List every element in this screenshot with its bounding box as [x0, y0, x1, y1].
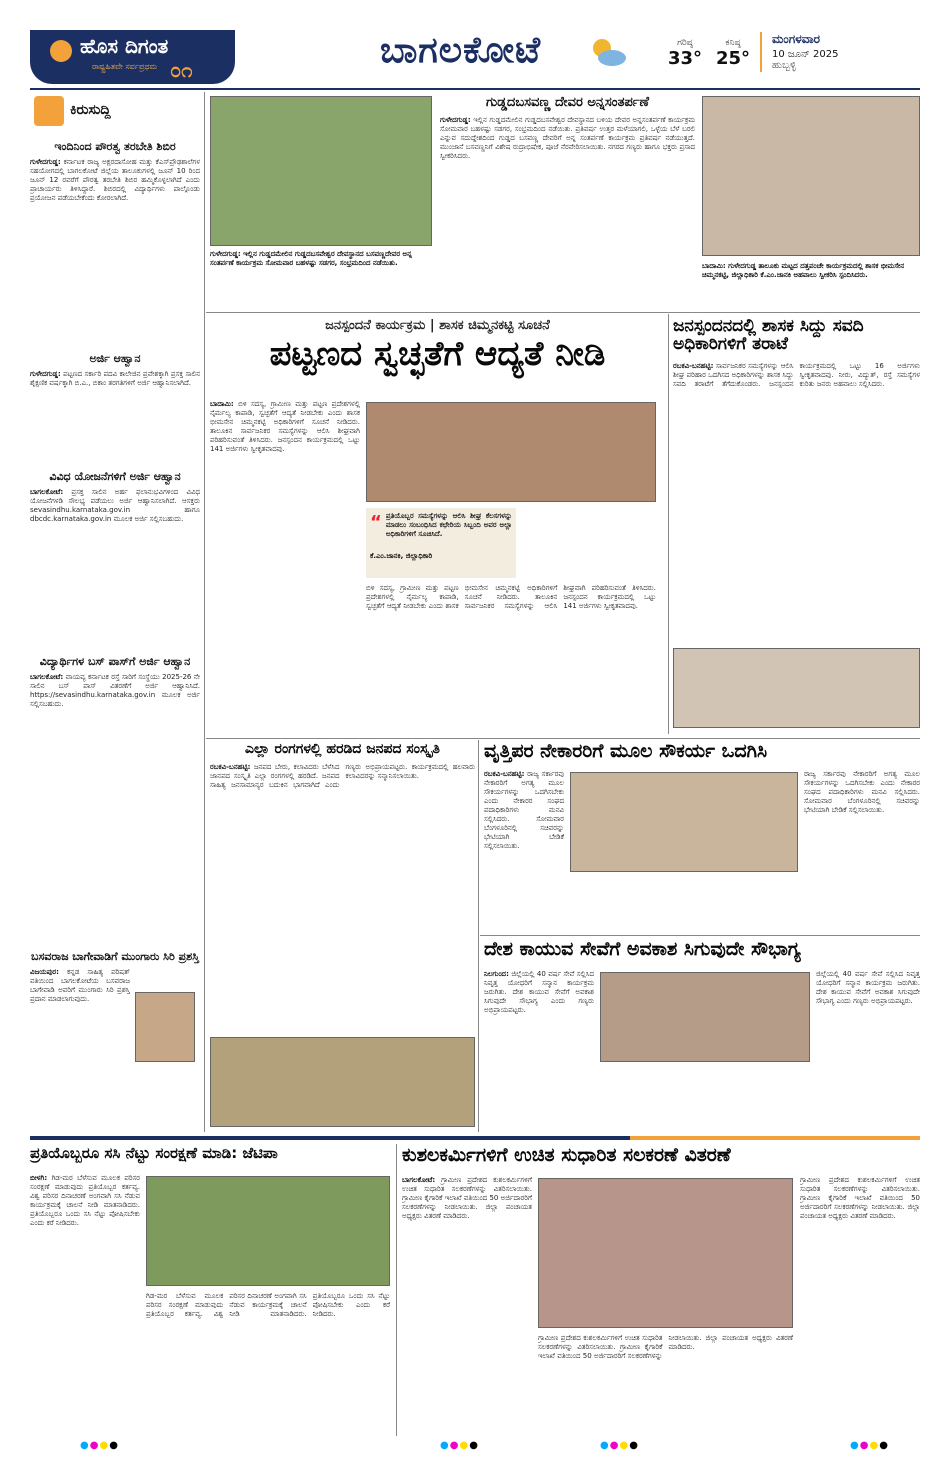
tree-story	[30, 1146, 390, 1162]
divider	[480, 935, 920, 936]
weekday: ಮಂಗಳವಾರ	[772, 32, 821, 46]
brand-logo	[30, 30, 235, 84]
hand-pointer-icon	[34, 96, 64, 126]
sidebar-item-title: ವಿದ್ಯಾರ್ಥಿಗಳ ಬಸ್ ಪಾಸ್‌ಗೆ ಅರ್ಜಿ ಆಹ್ವಾನ	[39, 655, 191, 668]
photo-caption: ಬಾದಾಮಿ: ಗುಳೇದಗುಡ್ಡ ತಾಲೂಕು ಮಟ್ಟದ ದತ್ತಪಂಚೇ ಕಾರ್ಯಕ್ರಮದಲ್ಲಿ ಶಾಸಕ ಭೀಮಸೇನ ಚಿಮ್ಮನಕಟ್ಟಿ, ಜಿಲ್ಲಾಧಿಕಾರಿ ಕೆ.ಎಂ.ಜಾನಕಿ ಅಹವಾಲು ಸ್ವೀಕರಿಸಿ ಸ್ಪಂದಿಸಿದರು.	[702, 262, 905, 279]
divider	[478, 740, 479, 1132]
photo-culture	[210, 1037, 475, 1127]
section-strip	[30, 1136, 630, 1140]
sidebar-divider	[204, 92, 205, 1132]
photo-right	[673, 648, 920, 728]
registration-marks: ●●●●	[440, 1440, 479, 1451]
sidebar-item	[30, 655, 200, 863]
top-story-body: ಗುಳೇದಗುಡ್ಡ: ಇಲ್ಲಿನ ಗುಡ್ಡದಮೇಲಿನ ಗುಡ್ಡದಬಸವೇಶ್ವರ ದೇವಸ್ಥಾನದ ಬಳಿಯ ದೇವರ ಅನ್ನಸಂತರ್ಪಣೆ ಕಾರ್ಯಕ್ರಮ ಸೋಮವಾರ ಬಹಳಷ್ಟು ಸಡಗರ, ಸಂಭ್ರಮದಿಂದ ನಡೆಯಿತು. ಪ್ರತಿವರ್ಷ ಉತ್ತರ ಮಳೆಯಾಗಲಿ, ಒಳ್ಳೆಯ ಬೆಳೆ ಬರಲಿ ಎನ್ನುವ ಸದುದ್ದೇಶದಿಂದ ಗುಡ್ಡದ ಬಸವಣ್ಣ ದೇವರಿಗೆ ಅನ್ನ ಸಂತರ್ಪಣೆ ಕಾರ್ಯಕ್ರಮ ಪ್ರತಿವರ್ಷ ನಡೆಯುತ್ತದೆ. ಮುಂಜಾನೆ ಬಸವಣ್ಣನಿಗೆ ವಿಶೇಷ ರುದ್ರಾಭಿಷೇಕ, ಪೂಜೆ ನೆರವೇರಿಸಲಾಯಿತು. ನಗರದ ಗಣ್ಯರು ಹಾಗೂ ಭಕ್ತರು ಪ್ರಸಾದ ಸ್ವೀಕರಿಸಿದರು.	[440, 115, 695, 160]
right-headline: ಜನಸ್ಪಂದನದಲ್ಲಿ ಶಾಸಕ ಸಿದ್ದು ಸವದಿ ಅಧಿಕಾರಿಗಳಿಗೆ ತರಾಟೆ	[673, 316, 864, 354]
weavers-body: ರಬಕವಿ-ಬನಹಟ್ಟಿ: ರಾಜ್ಯ ಸರ್ಕಾರವು ನೇಕಾರರಿಗೆ ಅಗತ್ಯ ಮೂಲ ಸೌಕರ್ಯಗಳನ್ನು ಒದಗಿಸಬೇಕು ಎಂದು ನೇಕಾರರ ಸಂಘದ ಪದಾಧಿಕಾರಿಗಳು ಮನವಿ ಸಲ್ಲಿಸಿದರು. ಸೋಮವಾರ ಬೆಂಗಳೂರಿನಲ್ಲಿ ಸಚಿವರನ್ನು ಭೇಟಿಯಾಗಿ ಬೇಡಿಕೆ ಸಲ್ಲಿಸಲಾಯಿತು.	[484, 770, 564, 850]
weather-icon	[588, 34, 628, 70]
top-story-headline: ಗುಡ್ಡದಬಸವಣ್ಣ ದೇವರ ಅನ್ನಸಂತರ್ಪಣೆ	[486, 95, 649, 110]
top-story	[440, 96, 695, 306]
photo-temple-feast	[210, 96, 432, 246]
photo-army	[600, 972, 810, 1062]
sidebar-item	[30, 352, 200, 470]
photo-tree	[146, 1176, 390, 1286]
tools-headline: ಕುಶಲಕರ್ಮಿಗಳಿಗೆ ಉಚಿತ ಸುಧಾರಿತ ಸಲಕರಣೆ ವಿತರಣೆ	[402, 1144, 731, 1166]
sidebar-item-title: ವಿವಿಧ ಯೋಜನೆಗಳಿಗೆ ಅರ್ಜಿ ಆಹ್ವಾನ	[49, 470, 181, 483]
army-body-cont: ಜಿಲ್ಲೆಯಲ್ಲಿ 40 ವರ್ಷ ಸೇವೆ ಸಲ್ಲಿಸಿದ ನಿವೃತ್ತ ಯೋಧರಿಗೆ ಸನ್ಮಾನ ಕಾರ್ಯಕ್ರಮ ಜರುಗಿತು. ದೇಶ ಕಾಯುವ ಸೇವೆಗೆ ಅವಕಾಶ ಸಿಗುವುದೇ ಸೌಭಾಗ್ಯ ಎಂದು ಗಣ್ಯರು ಅಭಿಪ್ರಾಯಪಟ್ಟರು.	[816, 970, 920, 1005]
quote-author: ಕೆ.ಎಂ.ಜಾನಕಿ, ಜಿಲ್ಲಾಧಿಕಾರಿ	[370, 552, 433, 560]
sidebar-item	[30, 470, 200, 658]
weavers-body-cont: ರಾಜ್ಯ ಸರ್ಕಾರವು ನೇಕಾರರಿಗೆ ಅಗತ್ಯ ಮೂಲ ಸೌಕರ್ಯಗಳನ್ನು ಒದಗಿಸಬೇಕು ಎಂದು ನೇಕಾರರ ಸಂಘದ ಪದಾಧಿಕಾರಿಗಳು ಮನವಿ ಸಲ್ಲಿಸಿದರು. ಸೋಮವಾರ ಬೆಂಗಳೂರಿನಲ್ಲಿ ಸಚಿವರನ್ನು ಭೇಟಿಯಾಗಿ ಬೇಡಿಕೆ ಸಲ್ಲಿಸಲಾಯಿತು.	[804, 770, 920, 814]
masthead	[0, 0, 945, 90]
divider	[206, 738, 920, 739]
lead-story	[210, 318, 665, 373]
city-title: ಬಾಗಲಕೋಟೆ	[380, 30, 542, 71]
sidebar-item	[30, 140, 200, 358]
sidebar-header: ಕಿರುಸುದ್ದಿ	[30, 94, 200, 130]
registration-marks: ●●●●	[80, 1440, 119, 1451]
army-headline: ದೇಶ ಕಾಯುವ ಸೇವೆಗೆ ಅವಕಾಶ ಸಿಗುವುದೇ ಸೌಭಾಗ್ಯ	[484, 938, 801, 960]
tree-headline: ಪ್ರತಿಯೊಬ್ಬರೂ ಸಸಿ ನೆಟ್ಟು ಸಂರಕ್ಷಣೆ ಮಾಡಿ: ಜೆಟಿಪಾ	[30, 1144, 278, 1162]
sidebar-item-body: ಬಾಗಲಕೋಟೆ: ವಾಯವ್ಯ ಕರ್ನಾಟಕ ರಸ್ತೆ ಸಾರಿಗೆ ಸಂಸ್ಥೆಯು 2025-26 ನೇ ಸಾಲಿನ ಬಸ್ ಪಾಸ್ ವಿತರಣೆಗೆ ಅರ್ಜಿ ಆಹ್ವಾನಿಸಿದೆ. https://sevasindhu.karnataka.gov.in ಮೂಲಕ ಅರ್ಜಿ ಸಲ್ಲಿಸಬಹುದು.	[30, 673, 200, 708]
tree-body-cont: ಗಿಡ-ಮರ ಬೆಳೆಸುವ ಮೂಲಕ ಪರಿಸರ ಸಂರಕ್ಷಣೆ ಮಾಡುವುದು ಪ್ರತಿಯೊಬ್ಬರ ಕರ್ತವ್ಯ. ವಿಶ್ವ ಪರಿಸರ ದಿನಾಚರಣೆ ಅಂಗವಾಗಿ ಸಸಿ ನೆಡುವ ಕಾರ್ಯಕ್ರಮಕ್ಕೆ ಚಾಲನೆ ನೀಡಿ ಮಾತನಾಡಿದರು. ಪ್ರತಿಯೊಬ್ಬರೂ ಒಂದು ಸಸಿ ನೆಟ್ಟು ಪೋಷಿಸಬೇಕು ಎಂದು ಕರೆ ನೀಡಿದರು.	[146, 1292, 390, 1318]
sidebar-item	[30, 950, 200, 1118]
photo-lead	[366, 402, 656, 502]
brand-emblem-icon	[50, 40, 72, 62]
lead-kicker: ಜನಸ್ಪಂದನೆ ಕಾರ್ಯಕ್ರಮ | ಶಾಸಕ ಚಿಮ್ಮನಕಟ್ಟಿ ಸೂಚನೆ	[325, 318, 550, 333]
sidebar-item-title: ಬಸವರಾಜ ಬಾಗೇವಾಡಿಗೆ ಮುಂಗಾರು ಸಿರಿ ಪ್ರಶಸ್ತಿ	[31, 950, 199, 963]
culture-headline: ಎಲ್ಲಾ ರಂಗಗಳಲ್ಲಿ ಹರಡಿದ ಜನಪದ ಸಂಸ್ಕೃತಿ	[245, 741, 440, 757]
sidebar-item-title: ಅರ್ಜಿ ಆಹ್ವಾನ	[89, 352, 141, 365]
culture-story	[210, 742, 475, 1127]
sidebar-item-body: ವಿಜಯಪುರ: ಕನ್ನಡ ಸಾಹಿತ್ಯ ಪರಿಷತ್ ವತಿಯಿಂದ ಬಾಗಲಕೋಟೆಯ ಬಸವರಾಜ ಬಾಗೇವಾಡಿ ಅವರಿಗೆ ಮುಂಗಾರು ಸಿರಿ ಪ್ರಶಸ್ತಿ ಪ್ರದಾನ ಮಾಡಲಾಗುವುದು.	[30, 968, 130, 1003]
divider	[668, 314, 669, 734]
section-strip-accent	[630, 1136, 920, 1140]
date-block	[760, 32, 920, 72]
date: 10 ಜೂನ್ 2025	[772, 49, 839, 60]
lead-body: ಬಾದಾಮಿ: ಬಿಳಿ ಸದಸ್ಯ, ಗ್ರಾಮೀಣ ಮತ್ತು ಪಟ್ಟಣ ಪ್ರದೇಶಗಳಲ್ಲಿ ನೈರ್ಮಲ್ಯ ಕಾಪಾಡಿ, ಸ್ವಚ್ಛತೆಗೆ ಆದ್ಯತೆ ನೀಡಬೇಕು ಎಂದು ಶಾಸಕ ಭೀಮಸೇನ ಚಿಮ್ಮನಕಟ್ಟಿ ಅಧಿಕಾರಿಗಳಿಗೆ ಸೂಚನೆ ನೀಡಿದರು. ತಾಲೂಕಿನ ಸಾರ್ವಜನಿಕರ ಸಮಸ್ಯೆಗಳನ್ನು ಆಲಿಸಿ ಶೀಘ್ರವಾಗಿ ಪರಿಹರಿಸುವಂತೆ ತಿಳಿಸಿದರು. ಜನಸ್ಪಂದನ ಕಾರ್ಯಕ್ರಮದಲ್ಲಿ ಒಟ್ಟು 141 ಅರ್ಜಿಗಳು ಸ್ವೀಕೃತವಾದವು.	[210, 400, 360, 453]
army-body: ನಿಲಗುಂದ: ಜಿಲ್ಲೆಯಲ್ಲಿ 40 ವರ್ಷ ಸೇವೆ ಸಲ್ಲಿಸಿದ ನಿವೃತ್ತ ಯೋಧರಿಗೆ ಸನ್ಮಾನ ಕಾರ್ಯಕ್ರಮ ಜರುಗಿತು. ದೇಶ ಕಾಯುವ ಸೇವೆಗೆ ಅವಕಾಶ ಸಿಗುವುದೇ ಸೌಭಾಗ್ಯ ಎಂದು ಗಣ್ಯರು ಅಭಿಪ್ರಾಯಪಟ್ಟರು.	[484, 970, 594, 1014]
photo-tools	[538, 1178, 793, 1328]
brand-tagline: ರಾಷ್ಟ್ರಹಿತವೇ ಸರ್ವಪ್ರಥಮ	[92, 62, 158, 71]
army-story	[484, 940, 920, 960]
page-number: ೦೧	[170, 58, 193, 82]
quote-mark-icon: “	[370, 512, 382, 533]
temp-min: ಕನಿಷ್ಠ 25°	[715, 38, 751, 69]
registration-marks: ●●●●	[600, 1440, 639, 1451]
weavers-story	[484, 742, 920, 762]
photo-janaspandana	[702, 96, 920, 256]
edition: ಹುಬ್ಬಳ್ಳಿ	[772, 60, 797, 71]
tools-body: ಬಾಗಲಕೋಟೆ: ಗ್ರಾಮೀಣ ಪ್ರದೇಶದ ಕುಶಲಕರ್ಮಿಗಳಿಗೆ ಉಚಿತ ಸುಧಾರಿತ ಸಲಕರಣೆಗಳನ್ನು ವಿತರಿಸಲಾಯಿತು. ಗ್ರಾಮೀಣ ಕೈಗಾರಿಕೆ ಇಲಾಖೆ ವತಿಯಿಂದ 50 ಅರ್ಜಿದಾರರಿಗೆ ಸಲಕರಣೆಗಳನ್ನು ನೀಡಲಾಯಿತು. ಜಿಲ್ಲಾ ಪಂಚಾಯತ ಅಧ್ಯಕ್ಷರು ವಿತರಣೆ ಮಾಡಿದರು.	[402, 1176, 532, 1220]
sidebar-item-body: ಗುಳೇದಗುಡ್ಡ: ಕರ್ನಾಟಕ ರಾಜ್ಯ ಅಕ್ಷರದಾಸೋಹ ಮತ್ತು ಕೆಎಸ್‌ಪ್ರೌಢಶಾಲೆಗಳ ಸಹಯೋಗದಲ್ಲಿ ಬಾಗಲಕೋಟೆ ಜಿಲ್ಲೆಯ ತಾಲೂಕುಗಳಲ್ಲಿ ಜೂನ್ 10 ರಿಂದ ಜೂನ್ 12 ರವರೆಗೆ ಪೌರತ್ವ ತರಬೇತಿ ಶಿಬಿರ ಹಮ್ಮಿಕೊಳ್ಳಲಾಗಿದೆ ಎಂದು ಪ್ರಾಚಾರ್ಯರು ತಿಳಿಸಿದ್ದಾರೆ. ಶಿಬಿರದಲ್ಲಿ ವಿದ್ಯಾರ್ಥಿಗಳು ಪಾಲ್ಗೊಂಡು ಪ್ರಯೋಜನ ಪಡೆಯಬೇಕೆಂದು ಕೋರಲಾಗಿದೆ.	[30, 158, 200, 202]
photo-caption: ಗುಳೇದಗುಡ್ಡ: ಇಲ್ಲಿನ ಗುಡ್ಡದಮೇಲಿನ ಗುಡ್ಡದಬಸವೇಶ್ವರ ದೇವಸ್ಥಾನದ ಬಸವಣ್ಣದೇವರ ಅನ್ನ ಸಂತರ್ಪಣೆ ಕಾರ್ಯಕ್ರಮ ಸೋಮವಾರ ಬಹಳಷ್ಟು ಸಡಗರ, ಸಂಭ್ರಮದಿಂದ ನಡೆಯಿತು.	[210, 250, 412, 267]
lead-body-cont: ಬಿಳಿ ಸದಸ್ಯ, ಗ್ರಾಮೀಣ ಮತ್ತು ಪಟ್ಟಣ ಪ್ರದೇಶಗಳಲ್ಲಿ ನೈರ್ಮಲ್ಯ ಕಾಪಾಡಿ, ಸ್ವಚ್ಛತೆಗೆ ಆದ್ಯತೆ ನೀಡಬೇಕು ಎಂದು ಶಾಸಕ ಭೀಮಸೇನ ಚಿಮ್ಮನಕಟ್ಟಿ ಅಧಿಕಾರಿಗಳಿಗೆ ಸೂಚನೆ ನೀಡಿದರು. ತಾಲೂಕಿನ ಸಾರ್ವಜನಿಕರ ಸಮಸ್ಯೆಗಳನ್ನು ಆಲಿಸಿ ಶೀಘ್ರವಾಗಿ ಪರಿಹರಿಸುವಂತೆ ತಿಳಿಸಿದರು. ಜನಸ್ಪಂದನ ಕಾರ್ಯಕ್ರಮದಲ್ಲಿ ಒಟ್ಟು 141 ಅರ್ಜಿಗಳು ಸ್ವೀಕೃತವಾದವು.	[366, 584, 656, 610]
tools-body-cont: ಗ್ರಾಮೀಣ ಪ್ರದೇಶದ ಕುಶಲಕರ್ಮಿಗಳಿಗೆ ಉಚಿತ ಸುಧಾರಿತ ಸಲಕರಣೆಗಳನ್ನು ವಿತರಿಸಲಾಯಿತು. ಗ್ರಾಮೀಣ ಕೈಗಾರಿಕೆ ಇಲಾಖೆ ವತಿಯಿಂದ 50 ಅರ್ಜಿದಾರರಿಗೆ ಸಲಕರಣೆಗಳನ್ನು ನೀಡಲಾಯಿತು. ಜಿಲ್ಲಾ ಪಂಚಾಯತ ಅಧ್ಯಕ್ಷರು ವಿತರಣೆ ಮಾಡಿದರು.	[538, 1334, 793, 1360]
brand-name: ಹೊಸ ದಿಗಂತ	[80, 34, 169, 58]
divider	[206, 312, 920, 313]
culture-body: ರಬಕವಿ-ಬನಹಟ್ಟಿ: ಜನಪದ ಬೇರು, ಕಲಾವಿದರು ಬೆಳೆಸಿದ ಜಾನಪದ ಸಂಸ್ಕೃತಿ ಎಲ್ಲಾ ರಂಗಗಳಲ್ಲಿ ಹರಡಿದೆ. ಜನಪದ ಸಾಹಿತ್ಯ ಜನಸಾಮಾನ್ಯರ ಬದುಕಿನ ಭಾಗವಾಗಿದೆ ಎಂದು ಗಣ್ಯರು ಅಭಿಪ್ರಾಯಪಟ್ಟರು. ಕಾರ್ಯಕ್ರಮದಲ್ಲಿ ಹಲವಾರು ಕಲಾವಿದರನ್ನು ಸನ್ಮಾನಿಸಲಾಯಿತು.	[210, 762, 475, 789]
divider	[396, 1144, 397, 1436]
right-story	[673, 318, 920, 728]
quote-text: ಪ್ರತಿಯೊಬ್ಬರ ಸಮಸ್ಯೆಗಳನ್ನು ಆಲಿಸಿ ಶೀಘ್ರ ಕೆಲಸಗಳನ್ನು ಮಾಡಲು ಸಂಬಂಧಿಸಿದ ಕಛೇರಿಯ ಸಿಬ್ಬಂದಿ ಅವರ ಅಲ್ಲಾ ಅಧಿಕಾರಿಗಳಿಗೆ ಸೂಚಿಸಿದೆ.	[385, 512, 512, 538]
right-body: ರಬಕವಿ-ಬನಹಟ್ಟಿ: ಸಾರ್ವಜನಿಕರ ಸಮಸ್ಯೆಗಳನ್ನು ಆಲಿಸಿ ಶೀಘ್ರ ಪರಿಹಾರ ಒದಗಿಸದ ಅಧಿಕಾರಿಗಳನ್ನು ಶಾಸಕ ಸಿದ್ದು ಸವದಿ ತರಾಟೆಗೆ ತೆಗೆದುಕೊಂಡರು. ಜನಸ್ಪಂದನ ಕಾರ್ಯಕ್ರಮದಲ್ಲಿ ಒಟ್ಟು 16 ಅರ್ಜಿಗಳು ಸ್ವೀಕೃತವಾದವು. ನೀರು, ವಿದ್ಯುತ್, ರಸ್ತೆ ಸಮಸ್ಯೆಗಳ ಕುರಿತು ಜನರು ಅಹವಾಲು ಸಲ್ಲಿಸಿದರು.	[673, 361, 920, 388]
tools-body-right: ಗ್ರಾಮೀಣ ಪ್ರದೇಶದ ಕುಶಲಕರ್ಮಿಗಳಿಗೆ ಉಚಿತ ಸುಧಾರಿತ ಸಲಕರಣೆಗಳನ್ನು ವಿತರಿಸಲಾಯಿತು. ಗ್ರಾಮೀಣ ಕೈಗಾರಿಕೆ ಇಲಾಖೆ ವತಿಯಿಂದ 50 ಅರ್ಜಿದಾರರಿಗೆ ಸಲಕರಣೆಗಳನ್ನು ನೀಡಲಾಯಿತು. ಜಿಲ್ಲಾ ಪಂಚಾಯತ ಅಧ್ಯಕ್ಷರು ವಿತರಣೆ ಮಾಡಿದರು.	[800, 1176, 920, 1220]
tools-story	[402, 1146, 920, 1166]
temp-max: ಗರಿಷ್ಠ 33°	[667, 38, 703, 69]
tree-body: ಬೀಳಗಿ: ಗಿಡ-ಮರ ಬೆಳೆಸುವ ಮೂಲಕ ಪರಿಸರ ಸಂರಕ್ಷಣೆ ಮಾಡುವುದು ಪ್ರತಿಯೊಬ್ಬರ ಕರ್ತವ್ಯ. ವಿಶ್ವ ಪರಿಸರ ದಿನಾಚರಣೆ ಅಂಗವಾಗಿ ಸಸಿ ನೆಡುವ ಕಾರ್ಯಕ್ರಮಕ್ಕೆ ಚಾಲನೆ ನೀಡಿ ಮಾತನಾಡಿದರು. ಪ್ರತಿಯೊಬ್ಬರೂ ಒಂದು ಸಸಿ ನೆಟ್ಟು ಪೋಷಿಸಬೇಕು ಎಂದು ಕರೆ ನೀಡಿದರು.	[30, 1174, 140, 1227]
masthead-rule	[30, 88, 920, 90]
sidebar-item-body: ಬಾಗಲಕೋಟೆ: ಪ್ರಸಕ್ತ ಸಾಲಿನ ಅರ್ಹ ಫಲಾನುಭವಿಗಳಿಂದ ವಿವಿಧ ಯೋಜನೆಗಳಡಿ ಸೌಲಭ್ಯ ಪಡೆಯಲು ಅರ್ಜಿ ಆಹ್ವಾನಿಸಲಾಗಿದೆ. ಆಸಕ್ತರು sevasindhu.karnataka.gov.in ಹಾಗೂ dbcdc.karnataka.gov.in ಮೂಲಕ ಅರ್ಜಿ ಸಲ್ಲಿಸಬಹುದು.	[30, 488, 200, 523]
lead-headline: ಪಟ್ಟಣದ ಸ್ವಚ್ಛತೆಗೆ ಆದ್ಯತೆ ನೀಡಿ	[269, 334, 606, 374]
photo-weavers	[570, 772, 798, 872]
weavers-headline: ವೃತ್ತಿಪರ ನೇಕಾರರಿಗೆ ಮೂಲ ಸೌಕರ್ಯ ಒದಗಿಸಿ	[484, 740, 768, 762]
sidebar-item-body: ಗುಳೇದಗುಡ್ಡ: ಪಟ್ಟಣದ ಸರ್ಕಾರಿ ಪದವಿ ಕಾಲೇಜಿನ ಪ್ರವೇಶಕ್ಕಾಗಿ ಪ್ರಸಕ್ತ ಸಾಲಿನ ಶೈಕ್ಷಣಿಕ ವರ್ಷಕ್ಕಾಗಿ ಬಿ.ಎ., ಬಿಕಾಂ ತರಗತಿಗಳಿಗೆ ಅರ್ಜಿ ಆಹ್ವಾನಿಸಲಾಗಿದೆ.	[30, 370, 200, 387]
person-photo	[135, 992, 195, 1062]
sidebar-item-title: ಇಂದಿನಿಂದ ಪೌರತ್ವ ತರಬೇತಿ ಶಿಬಿರ	[54, 140, 176, 153]
registration-marks: ●●●●	[850, 1440, 889, 1451]
quote-box	[366, 508, 516, 578]
